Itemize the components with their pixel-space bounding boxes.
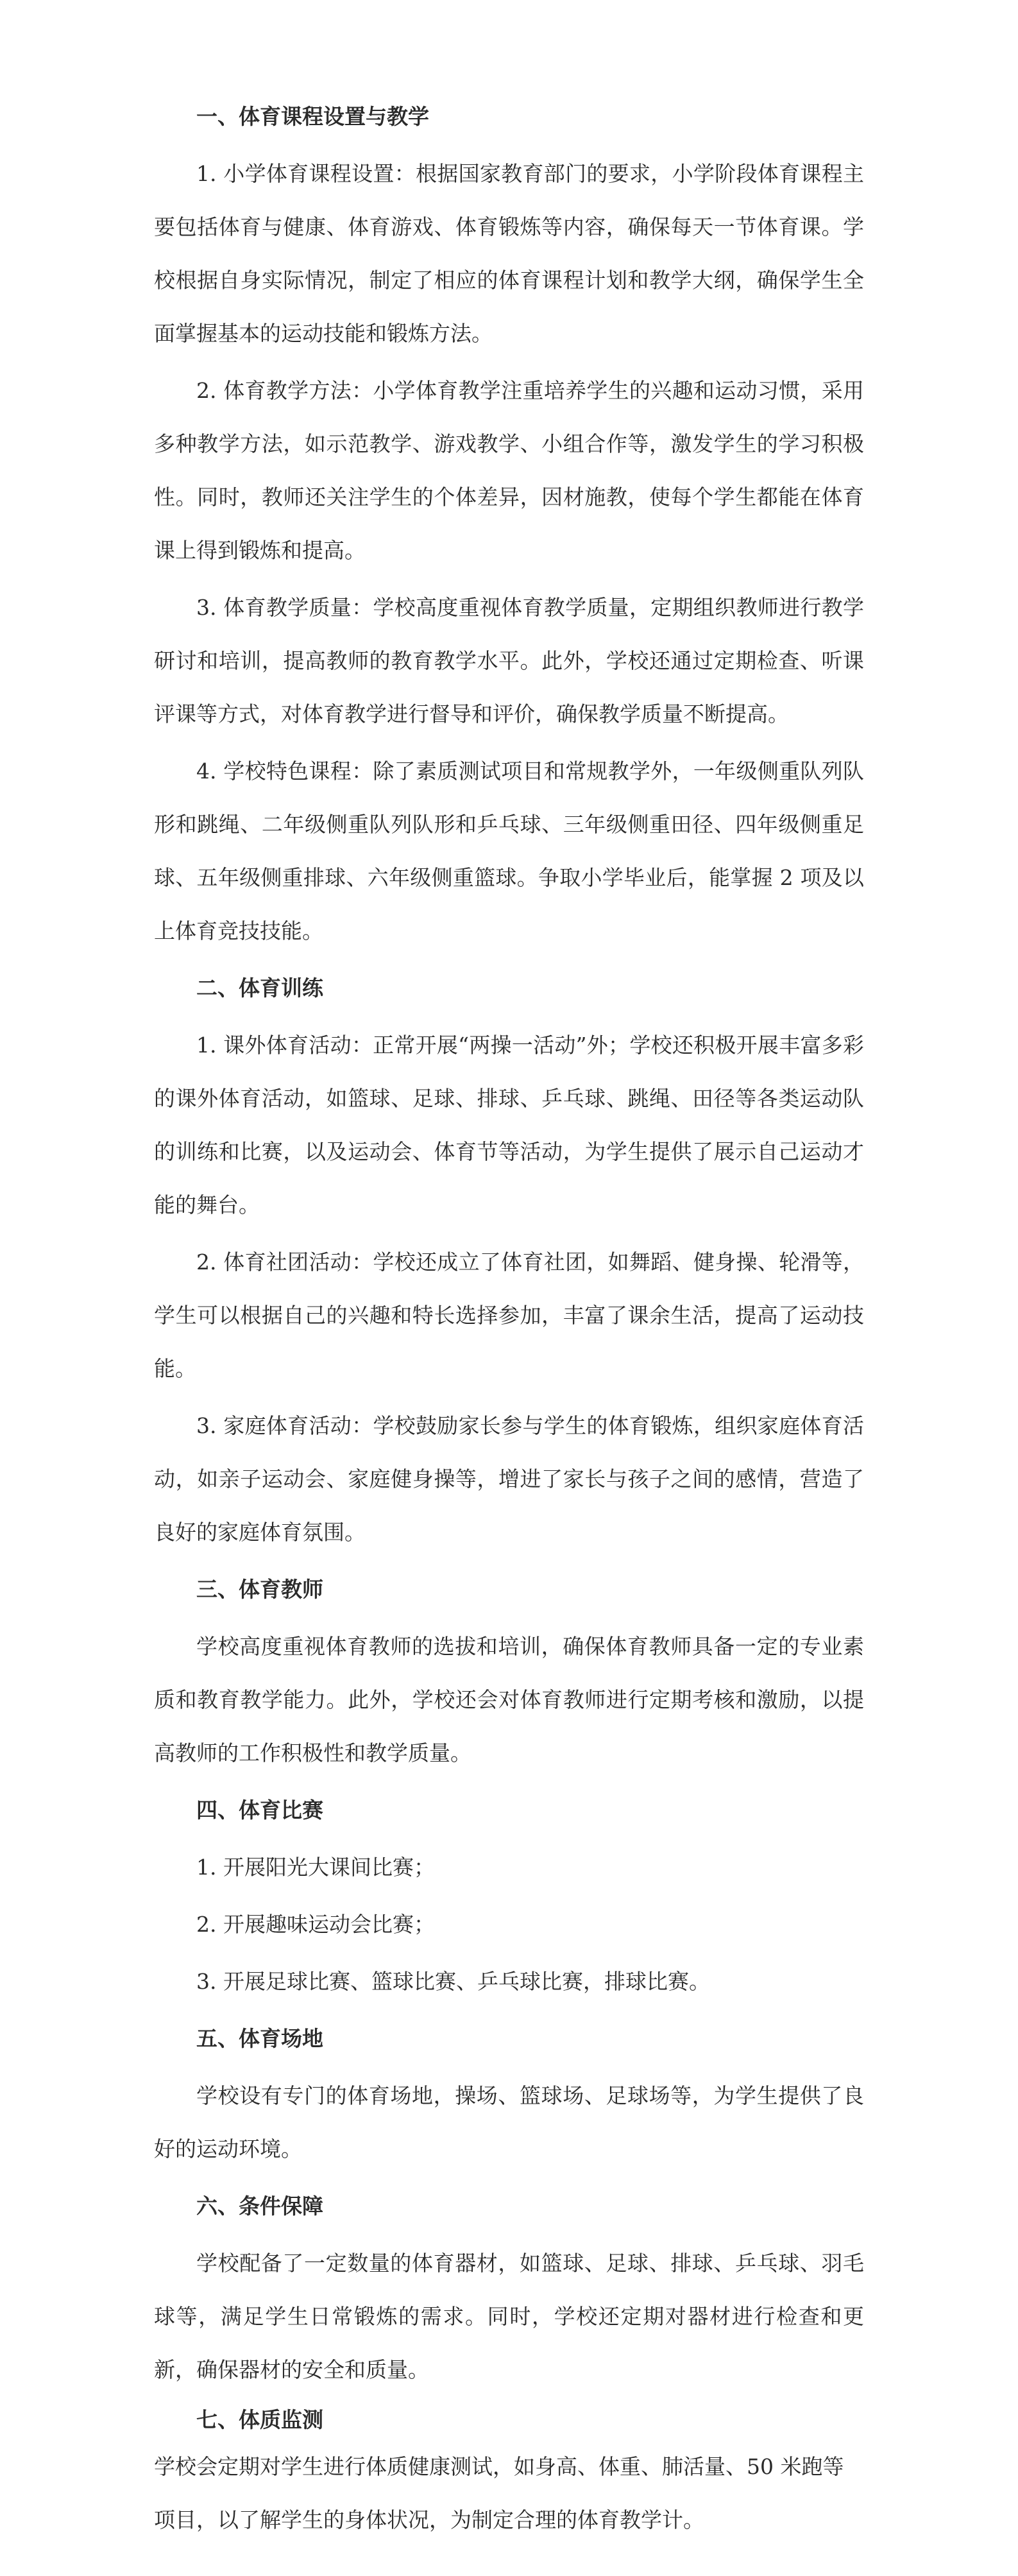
paragraph: 2. 体育社团活动：学校还成立了体育社团，如舞蹈、健身操、轮滑等，学生可以根据自己的兴趣和特长选择参加，丰富了课余生活，提高了运动技能。 xyxy=(154,1249,864,1381)
section-monitoring xyxy=(154,2400,864,2546)
section-course xyxy=(154,90,864,957)
section-heading: 六、条件保障 xyxy=(196,2194,323,2219)
paragraph: 1. 课外体育活动：正常开展“两操一活动”外；学校还积极开展丰富多彩的课外体育活动，如篮球、足球、排球、乒乓球、跳绳、田径等各类运动队的训练和比赛，以及运动会、体育节等活动，为学生提供了展示自己运动才能的舞台。 xyxy=(154,1033,864,1217)
section-competitions xyxy=(154,1783,864,2008)
section-heading: 二、体育训练 xyxy=(196,975,323,1000)
paragraph: 1. 开展阳光大课间比赛； xyxy=(196,1855,435,1880)
paragraph: 学校高度重视体育教师的选拔和培训，确保体育教师具备一定的专业素质和教育教学能力。此外，学校还会对体育教师进行定期考核和激励，以提高教师的工作积极性和教学质量。 xyxy=(154,1634,864,1765)
section-venues xyxy=(154,2012,864,2176)
section-heading: 七、体质监测 xyxy=(196,2407,323,2432)
paragraph: 学校设有专门的体育场地，操场、篮球场、足球场等，为学生提供了良好的运动环境。 xyxy=(154,2083,864,2161)
paragraph: 学校配备了一定数量的体育器材，如篮球、足球、排球、乒乓球、羽毛球等，满足学生日常锻炼的需求。同时，学校还定期对器材进行检查和更新，确保器材的安全和质量。 xyxy=(154,2251,864,2382)
section-teachers xyxy=(154,1563,864,1780)
section-support xyxy=(154,2179,864,2396)
paragraph: 4. 学校特色课程：除了素质测试项目和常规教学外，一年级侧重队列队形和跳绳、二年级侧重队列队形和乒乓球、三年级侧重田径、四年级侧重足球、五年级侧重排球、六年级侧重篮球。争取小学毕业后，能掌握 2 项及以上体育竞技技能。 xyxy=(154,759,864,943)
paragraph: 3. 家庭体育活动：学校鼓励家长参与学生的体育锻炼，组织家庭体育活动，如亲子运动会、家庭健身操等，增进了家长与孩子之间的感情，营造了良好的家庭体育氛围。 xyxy=(154,1413,864,1545)
section-heading: 四、体育比赛 xyxy=(196,1798,323,1823)
section-heading: 三、体育教师 xyxy=(196,1577,323,1602)
paragraph: 3. 体育教学质量：学校高度重视体育教学质量，定期组织教师进行教学研讨和培训，提高教师的教育教学水平。此外，学校还通过定期检查、听课评课等方式，对体育教学进行督导和评价，确保教学质量不断提高。 xyxy=(154,595,864,726)
section-training xyxy=(154,961,864,1559)
paragraph: 3. 开展足球比赛、篮球比赛、乒乓球比赛，排球比赛。 xyxy=(196,1969,710,1994)
paragraph: 1. 小学体育课程设置：根据国家教育部门的要求，小学阶段体育课程主要包括体育与健康、体育游戏、体育锻炼等内容，确保每天一节体育课。学校根据自身实际情况，制定了相应的体育课程计划和教学大纲，确保学生全面掌握基本的运动技能和锻炼方法。 xyxy=(154,161,864,346)
section-heading: 五、体育场地 xyxy=(196,2026,323,2051)
section-heading: 一、体育课程设置与教学 xyxy=(196,104,429,129)
paragraph: 学校会定期对学生进行体质健康测试，如身高、体重、肺活量、50 米跑等项目，以了解学生的身体状况，为制定合理的体育教学计。 xyxy=(154,2454,844,2532)
paragraph: 2. 开展趣味运动会比赛； xyxy=(196,1912,435,1937)
paragraph: 2. 体育教学方法：小学体育教学注重培养学生的兴趣和运动习惯，采用多种教学方法，如示范教学、游戏教学、小组合作等，激发学生的学习积极性。同时，教师还关注学生的个体差异，因材施教，使每个学生都能在体育课上得到锻炼和提高。 xyxy=(154,378,864,563)
